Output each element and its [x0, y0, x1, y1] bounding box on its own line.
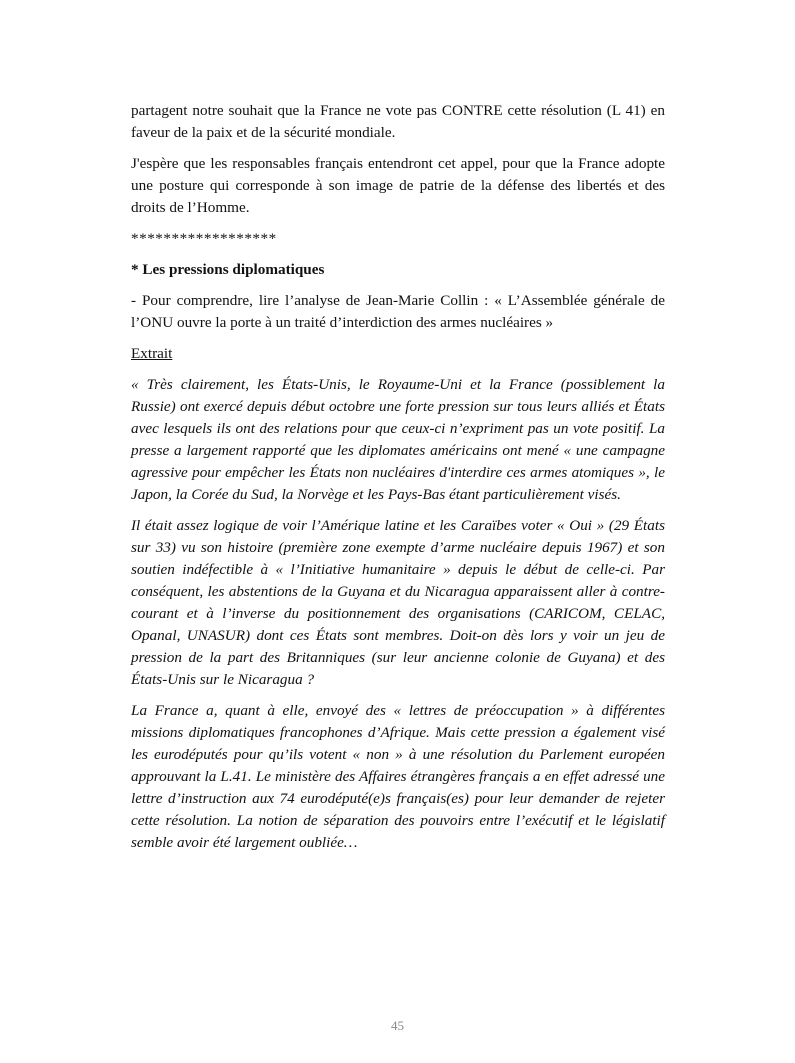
page-content: [131, 100, 665, 863]
quote-paragraph-2: Il était assez logique de voir l’Amérique latine et les Caraïbes voter « Oui » (29 États sur 33) vu son histoire (première zone exempte d’arme nucléaire depuis 1967) et son soutien indéfectible à « l’Initiative humanitaire » depuis le début de celle-ci. Par conséquent, les abstentions de la Guyana et du Nicaragua apparaissent aller à contre-courant et à l’inverse du positionnement des organisations (CARICOM, CELAC, Opanal, UNASUR) dont ces États sont membres. Doit-on dès lors y voir un jeu de pression de la part des Britanniques (sur leur ancienne colonie de Guyana) et des États-Unis sur le Nicaragua ?: [131, 517, 665, 688]
quote-paragraph-1: « Très clairement, les États-Unis, le Royaume-Uni et la France (possiblement la Russie) ont exercé depuis début octobre une forte pression sur tous leurs alliés et États avec lesquels ils ont des relations pour que ceux-ci n’expriment pas un vote positif. La presse a largement rapporté que les diplomates américains ont mené « une campagne agressive pour empêcher les États non nucléaires d'interdire ces armes atomiques », le Japon, la Corée du Sud, la Norvège et les Pays-Bas étant particulièrement visés.: [131, 376, 665, 503]
section-heading: * Les pressions diplomatiques: [131, 261, 325, 278]
separator-stars: ******************: [131, 230, 277, 247]
paragraph-analysis-reference: - Pour comprendre, lire l’analyse de Jean-Marie Collin : « L’Assemblée générale de l’ONU ouvre la porte à un traité d’interdiction des armes nucléaires »: [131, 292, 665, 331]
extract-label: Extrait: [131, 345, 173, 362]
quote-paragraph-3: La France a, quant à elle, envoyé des « lettres de préoccupation » à différentes missions diplomatiques francophones d’Afrique. Mais cette pression a également visé les eurodéputés pour qu’ils votent « non » à une résolution du Parlement européen approuvant la L.41. Le ministère des Affaires étrangères français a en effet adressé une lettre d’instruction aux 74 eurodéputé(e)s français(es) pour leur demander de rejeter cette résolution. La notion de séparation des pouvoirs entre l’exécutif et le législatif semble avoir été largement oubliée…: [131, 702, 665, 851]
paragraph-resolution: partagent notre souhait que la France ne vote pas CONTRE cette résolution (L 41) en faveur de la paix et de la sécurité mondiale.: [131, 102, 665, 141]
page-number: 45: [391, 1018, 404, 1033]
paragraph-appeal: J'espère que les responsables français entendront cet appel, pour que la France adopte une posture qui corresponde à son image de patrie de la défense des libertés et des droits de l’Homme.: [131, 155, 665, 216]
